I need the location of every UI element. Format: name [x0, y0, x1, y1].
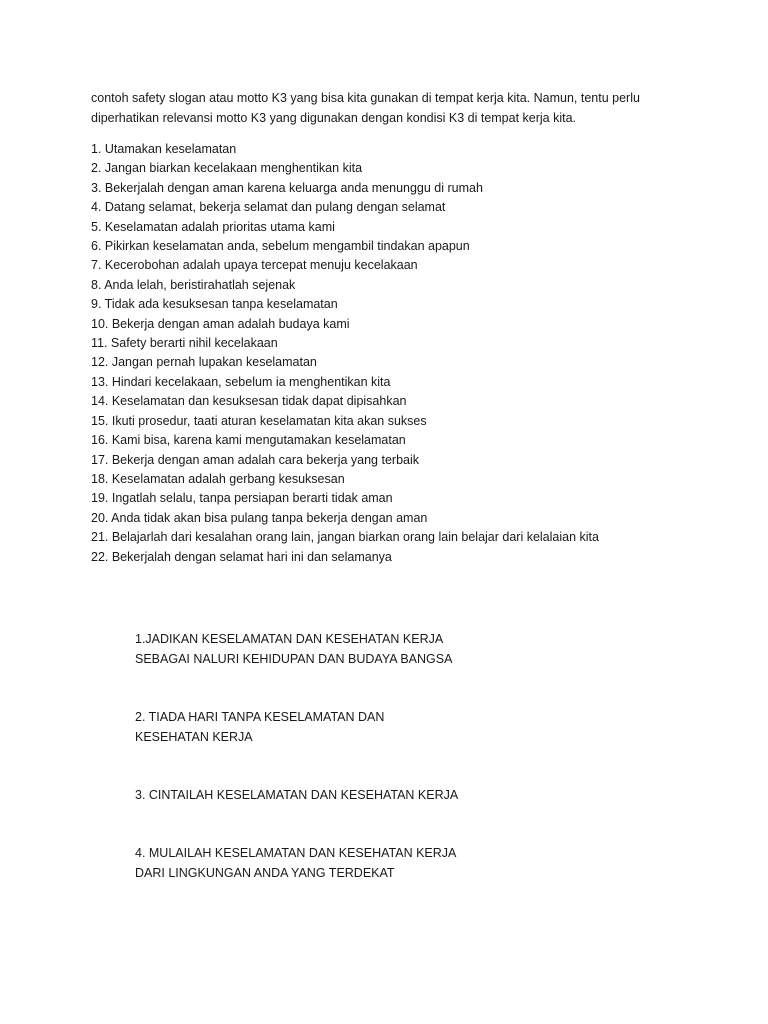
- slogan-item: 14. Keselamatan dan kesuksesan tidak dapat dipisahkan: [91, 394, 407, 409]
- intro-line: diperhatikan relevansi motto K3 yang digunakan dengan kondisi K3 di tempat kerja kita.: [91, 110, 577, 125]
- slogan-item: 8. Anda lelah, beristirahatlah sejenak: [91, 277, 296, 292]
- slogan-item: 4. Datang selamat, bekerja selamat dan pulang dengan selamat: [91, 200, 446, 215]
- slogan-item: 16. Kami bisa, karena kami mengutamakan keselamatan: [91, 433, 406, 448]
- motto-line: SEBAGAI NALURI KEHIDUPAN DAN BUDAYA BANGSA: [135, 652, 453, 666]
- slogan-item: 9. Tidak ada kesuksesan tanpa keselamatan: [91, 297, 338, 312]
- motto-block: [135, 629, 452, 669]
- slogan-item: 3. Bekerjalah dengan aman karena keluarga anda menunggu di rumah: [91, 180, 483, 195]
- motto-line: 2. TIADA HARI TANPA KESELAMATAN DAN: [135, 710, 385, 724]
- motto-line: 1.JADIKAN KESELAMATAN DAN KESEHATAN KERJA: [135, 632, 444, 646]
- slogan-list: [91, 140, 599, 567]
- slogan-item: 15. Ikuti prosedur, taati aturan keselamatan kita akan sukses: [91, 413, 427, 428]
- slogan-item: 11. Safety berarti nihil kecelakaan: [91, 336, 278, 351]
- slogan-item: 22. Bekerjalah dengan selamat hari ini dan selamanya: [91, 549, 392, 564]
- intro-paragraph: [91, 89, 691, 128]
- motto-line: 4. MULAILAH KESELAMATAN DAN KESEHATAN KERJA: [135, 846, 457, 860]
- motto-line: KESEHATAN KERJA: [135, 730, 253, 744]
- slogan-item: 18. Keselamatan adalah gerbang kesuksesan: [91, 471, 345, 486]
- slogan-item: 5. Keselamatan adalah prioritas utama kami: [91, 219, 335, 234]
- slogan-item: 12. Jangan pernah lupakan keselamatan: [91, 355, 317, 370]
- slogan-item: 20. Anda tidak akan bisa pulang tanpa bekerja dengan aman: [91, 510, 428, 525]
- motto-block: [135, 785, 458, 805]
- slogan-item: 10. Bekerja dengan aman adalah budaya kami: [91, 316, 350, 331]
- slogan-item: 6. Pikirkan keselamatan anda, sebelum mengambil tindakan apapun: [91, 239, 470, 254]
- slogan-item: 17. Bekerja dengan aman adalah cara bekerja yang terbaik: [91, 452, 419, 467]
- slogan-item: 1. Utamakan keselamatan: [91, 142, 237, 156]
- motto-line: DARI LINGKUNGAN ANDA YANG TERDEKAT: [135, 866, 395, 880]
- slogan-item: 21. Belajarlah dari kesalahan orang lain, jangan biarkan orang lain belajar dari kelalaian kita: [91, 530, 599, 545]
- slogan-item: 19. Ingatlah selalu, tanpa persiapan berarti tidak aman: [91, 491, 393, 506]
- slogan-item: 13. Hindari kecelakaan, sebelum ia menghentikan kita: [91, 374, 391, 389]
- motto-block: [135, 707, 384, 747]
- slogan-item: 2. Jangan biarkan kecelakaan menghentikan kita: [91, 161, 363, 176]
- slogan-item: 7. Kecerobohan adalah upaya tercepat menuju kecelakaan: [91, 258, 418, 273]
- motto-line: 3. CINTAILAH KESELAMATAN DAN KESEHATAN KERJA: [135, 788, 459, 802]
- motto-block: [135, 843, 456, 883]
- intro-line: contoh safety slogan atau motto K3 yang bisa kita gunakan di tempat kerja kita. Namun, tentu perlu: [91, 91, 640, 105]
